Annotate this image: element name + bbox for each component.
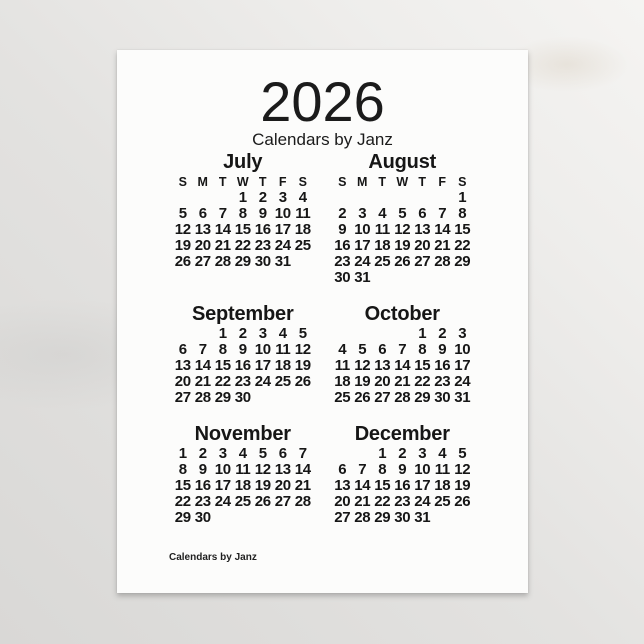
date-cell: 1	[378, 445, 387, 462]
date-cell: 11	[374, 221, 390, 238]
date-cell: 20	[374, 373, 391, 390]
weekday-label: M	[357, 175, 368, 189]
year-title: 2026	[260, 70, 385, 133]
week-row	[332, 510, 472, 526]
weekday-label: W	[396, 175, 409, 189]
date-cell: 2	[338, 205, 347, 222]
date-cell: 13	[274, 461, 291, 478]
date-cell: 5	[258, 445, 267, 462]
date-cell: 26	[174, 253, 191, 270]
date-cell: 21	[294, 477, 311, 494]
calendar-postcard	[117, 50, 528, 593]
date-cell: 19	[174, 237, 191, 254]
week-row	[332, 494, 472, 510]
date-cell: 19	[394, 237, 411, 254]
week-row	[332, 206, 472, 222]
date-cell: 7	[438, 205, 447, 222]
date-cell: 21	[194, 373, 211, 390]
date-cell: 12	[454, 461, 471, 478]
date-cell: 7	[218, 205, 227, 222]
date-cell: 11	[295, 205, 311, 222]
month-block	[332, 422, 472, 526]
date-cell: 13	[174, 357, 191, 374]
date-cell: 11	[275, 341, 291, 358]
date-grid	[332, 446, 472, 526]
week-row	[173, 254, 313, 270]
date-cell: 7	[398, 341, 407, 358]
weekday-label: T	[218, 175, 227, 189]
date-cell: 10	[454, 341, 471, 358]
date-cell: 4	[438, 445, 447, 462]
date-cell: 2	[238, 325, 247, 342]
date-cell: 12	[354, 357, 371, 374]
week-row	[332, 446, 472, 462]
month-title: October	[364, 303, 440, 325]
date-cell: 23	[394, 493, 411, 510]
empty-cell	[253, 510, 273, 526]
date-cell: 18	[334, 373, 351, 390]
week-row	[173, 326, 313, 342]
date-grid	[332, 326, 472, 406]
date-cell: 29	[234, 253, 251, 270]
date-cell: 17	[214, 477, 231, 494]
date-cell: 1	[178, 445, 187, 462]
date-cell: 27	[414, 253, 431, 270]
date-cell: 31	[454, 389, 471, 406]
brand-subtitle: Calendars by Janz	[252, 130, 393, 149]
date-cell: 9	[238, 341, 247, 358]
date-cell: 18	[294, 221, 311, 238]
date-cell: 24	[414, 493, 431, 510]
date-cell: 27	[334, 509, 351, 526]
date-cell: 30	[434, 389, 451, 406]
date-cell: 23	[254, 237, 271, 254]
date-cell: 30	[394, 509, 411, 526]
date-cell: 31	[414, 509, 431, 526]
date-cell: 24	[274, 237, 291, 254]
date-cell: 1	[418, 325, 427, 342]
date-cell: 24	[254, 373, 271, 390]
date-cell: 3	[358, 205, 367, 222]
empty-cell	[293, 254, 313, 270]
month-title: November	[194, 423, 291, 445]
week-row	[173, 206, 313, 222]
date-cell: 22	[414, 373, 431, 390]
date-cell: 25	[294, 237, 311, 254]
month-block	[332, 302, 472, 406]
date-grid	[173, 326, 313, 406]
empty-cell	[332, 190, 352, 206]
date-cell: 12	[174, 221, 191, 238]
empty-cell	[412, 190, 432, 206]
week-row	[332, 222, 472, 238]
date-cell: 15	[374, 477, 391, 494]
date-cell: 4	[378, 205, 387, 222]
date-cell: 14	[434, 221, 451, 238]
date-cell: 15	[234, 221, 251, 238]
date-cell: 6	[338, 461, 347, 478]
date-cell: 11	[434, 461, 450, 478]
date-cell: 16	[434, 357, 451, 374]
date-cell: 15	[454, 221, 471, 238]
date-cell: 27	[194, 253, 211, 270]
empty-cell	[352, 190, 372, 206]
weekday-label: T	[418, 175, 427, 189]
empty-cell	[452, 510, 472, 526]
empty-cell	[293, 510, 313, 526]
date-cell: 22	[454, 237, 471, 254]
date-cell: 25	[334, 389, 351, 406]
empty-cell	[213, 190, 233, 206]
date-cell: 26	[394, 253, 411, 270]
date-cell: 30	[194, 509, 211, 526]
date-cell: 2	[258, 189, 267, 206]
date-cell: 15	[414, 357, 431, 374]
date-cell: 21	[354, 493, 371, 510]
date-cell: 11	[235, 461, 251, 478]
week-row	[332, 478, 472, 494]
date-cell: 30	[254, 253, 271, 270]
date-cell: 9	[338, 221, 347, 238]
date-cell: 7	[358, 461, 367, 478]
date-cell: 13	[334, 477, 351, 494]
weekday-label: S	[338, 175, 347, 189]
date-cell: 28	[294, 493, 311, 510]
date-cell: 14	[294, 461, 311, 478]
date-cell: 18	[234, 477, 251, 494]
month-title: July	[223, 151, 263, 173]
date-cell: 3	[278, 189, 287, 206]
month-block	[173, 422, 313, 526]
date-cell: 14	[214, 221, 231, 238]
date-cell: 18	[274, 357, 291, 374]
date-cell: 5	[298, 325, 307, 342]
weekday-label: S	[458, 175, 467, 189]
week-row	[173, 446, 313, 462]
date-cell: 23	[234, 373, 251, 390]
date-cell: 14	[394, 357, 411, 374]
date-cell: 27	[374, 389, 391, 406]
date-cell: 15	[214, 357, 231, 374]
empty-cell	[432, 510, 452, 526]
date-cell: 28	[194, 389, 211, 406]
date-cell: 17	[414, 477, 431, 494]
weekday-label: F	[438, 175, 447, 189]
date-cell: 14	[194, 357, 211, 374]
date-cell: 16	[334, 237, 351, 254]
empty-cell	[372, 190, 392, 206]
week-row	[173, 358, 313, 374]
date-cell: 28	[354, 509, 371, 526]
date-cell: 18	[434, 477, 451, 494]
week-row	[173, 190, 313, 206]
week-row	[173, 222, 313, 238]
week-row	[173, 478, 313, 494]
week-row	[332, 238, 472, 254]
date-cell: 17	[254, 357, 271, 374]
date-cell: 22	[174, 493, 191, 510]
date-grid	[332, 190, 472, 286]
empty-cell	[273, 390, 293, 406]
week-row	[173, 462, 313, 478]
weekday-header	[332, 174, 472, 190]
date-cell: 12	[394, 221, 411, 238]
date-cell: 23	[434, 373, 451, 390]
weekday-header	[173, 174, 313, 190]
weekday-label: T	[258, 175, 267, 189]
date-cell: 5	[358, 341, 367, 358]
footer-credit: Calendars by Janz	[169, 552, 257, 563]
empty-cell	[452, 270, 472, 286]
date-cell: 29	[214, 389, 231, 406]
date-cell: 21	[434, 237, 451, 254]
date-cell: 9	[398, 461, 407, 478]
date-cell: 28	[434, 253, 451, 270]
date-cell: 16	[254, 221, 271, 238]
month-block	[173, 302, 313, 406]
date-cell: 10	[274, 205, 291, 222]
date-cell: 22	[374, 493, 391, 510]
date-cell: 1	[458, 189, 467, 206]
date-cell: 29	[454, 253, 471, 270]
date-cell: 31	[354, 269, 371, 286]
empty-cell	[173, 326, 193, 342]
empty-cell	[213, 510, 233, 526]
empty-cell	[392, 326, 412, 342]
date-cell: 25	[434, 493, 451, 510]
date-grid	[173, 446, 313, 526]
date-cell: 8	[178, 461, 187, 478]
month-title: September	[191, 303, 294, 325]
date-cell: 2	[438, 325, 447, 342]
date-cell: 21	[214, 237, 231, 254]
date-cell: 26	[454, 493, 471, 510]
date-cell: 10	[354, 221, 371, 238]
empty-cell	[432, 190, 452, 206]
date-cell: 29	[174, 509, 191, 526]
date-cell: 8	[218, 341, 227, 358]
date-cell: 16	[394, 477, 411, 494]
date-cell: 27	[274, 493, 291, 510]
empty-cell	[352, 446, 372, 462]
empty-cell	[372, 326, 392, 342]
week-row	[173, 374, 313, 390]
date-cell: 8	[378, 461, 387, 478]
date-cell: 12	[294, 341, 311, 358]
date-cell: 30	[234, 389, 251, 406]
week-row	[173, 494, 313, 510]
week-row	[173, 390, 313, 406]
empty-cell	[273, 510, 293, 526]
date-cell: 4	[278, 325, 287, 342]
date-cell: 24	[354, 253, 371, 270]
empty-cell	[392, 270, 412, 286]
empty-cell	[173, 190, 193, 206]
date-cell: 8	[238, 205, 247, 222]
date-cell: 4	[298, 189, 307, 206]
date-cell: 14	[354, 477, 371, 494]
date-cell: 13	[374, 357, 391, 374]
date-cell: 10	[414, 461, 431, 478]
week-row	[173, 510, 313, 526]
weekday-label: F	[278, 175, 287, 189]
week-row	[332, 270, 472, 286]
month-title: August	[368, 151, 437, 173]
empty-cell	[332, 326, 352, 342]
date-cell: 19	[294, 357, 311, 374]
date-cell: 12	[254, 461, 271, 478]
date-cell: 16	[234, 357, 251, 374]
week-row	[332, 342, 472, 358]
date-grid	[173, 190, 313, 270]
date-cell: 29	[374, 509, 391, 526]
week-row	[332, 390, 472, 406]
date-cell: 6	[378, 341, 387, 358]
date-cell: 27	[174, 389, 191, 406]
empty-cell	[193, 190, 213, 206]
months-grid	[117, 150, 528, 526]
date-cell: 8	[418, 341, 427, 358]
date-cell: 23	[194, 493, 211, 510]
date-cell: 20	[174, 373, 191, 390]
date-cell: 6	[278, 445, 287, 462]
date-cell: 20	[194, 237, 211, 254]
empty-cell	[352, 326, 372, 342]
date-cell: 6	[418, 205, 427, 222]
empty-cell	[293, 390, 313, 406]
date-cell: 26	[294, 373, 311, 390]
week-row	[173, 342, 313, 358]
date-cell: 25	[374, 253, 391, 270]
date-cell: 10	[254, 341, 271, 358]
date-cell: 22	[234, 237, 251, 254]
date-cell: 25	[234, 493, 251, 510]
date-cell: 2	[198, 445, 207, 462]
week-row	[332, 326, 472, 342]
date-cell: 30	[334, 269, 351, 286]
date-cell: 5	[458, 445, 467, 462]
empty-cell	[412, 270, 432, 286]
date-cell: 1	[238, 189, 247, 206]
date-cell: 17	[454, 357, 471, 374]
date-cell: 31	[274, 253, 291, 270]
month-title: December	[354, 423, 450, 445]
date-cell: 25	[274, 373, 291, 390]
date-cell: 13	[414, 221, 431, 238]
empty-cell	[432, 270, 452, 286]
date-cell: 9	[258, 205, 267, 222]
date-cell: 8	[458, 205, 467, 222]
date-cell: 2	[398, 445, 407, 462]
date-cell: 3	[258, 325, 267, 342]
date-cell: 9	[198, 461, 207, 478]
date-cell: 5	[178, 205, 187, 222]
date-cell: 4	[238, 445, 247, 462]
weekday-label: T	[378, 175, 387, 189]
month-block	[173, 150, 313, 286]
date-cell: 5	[398, 205, 407, 222]
empty-cell	[332, 446, 352, 462]
empty-cell	[233, 510, 253, 526]
week-row	[332, 190, 472, 206]
date-cell: 6	[178, 341, 187, 358]
date-cell: 1	[218, 325, 227, 342]
date-cell: 20	[334, 493, 351, 510]
date-cell: 26	[354, 389, 371, 406]
date-cell: 16	[194, 477, 211, 494]
month-block	[332, 150, 472, 286]
date-cell: 11	[334, 357, 350, 374]
week-row	[332, 374, 472, 390]
date-cell: 24	[454, 373, 471, 390]
date-cell: 17	[354, 237, 371, 254]
date-cell: 28	[394, 389, 411, 406]
date-cell: 10	[214, 461, 231, 478]
weekday-label: W	[236, 175, 249, 189]
empty-cell	[193, 326, 213, 342]
date-cell: 4	[338, 341, 347, 358]
date-cell: 20	[274, 477, 291, 494]
week-row	[332, 254, 472, 270]
date-cell: 6	[198, 205, 207, 222]
week-row	[332, 358, 472, 374]
empty-cell	[253, 390, 273, 406]
date-cell: 3	[458, 325, 467, 342]
date-cell: 13	[194, 221, 211, 238]
week-row	[173, 238, 313, 254]
weekday-label: S	[298, 175, 307, 189]
date-cell: 22	[214, 373, 231, 390]
date-cell: 19	[454, 477, 471, 494]
date-cell: 17	[274, 221, 291, 238]
date-cell: 15	[174, 477, 191, 494]
date-cell: 28	[214, 253, 231, 270]
date-cell: 29	[414, 389, 431, 406]
date-cell: 18	[374, 237, 391, 254]
date-cell: 3	[418, 445, 427, 462]
date-cell: 3	[218, 445, 227, 462]
date-cell: 21	[394, 373, 411, 390]
week-row	[332, 462, 472, 478]
date-cell: 7	[198, 341, 207, 358]
date-cell: 26	[254, 493, 271, 510]
date-cell: 24	[214, 493, 231, 510]
weekday-label: S	[178, 175, 187, 189]
date-cell: 19	[354, 373, 371, 390]
date-cell: 9	[438, 341, 447, 358]
empty-cell	[372, 270, 392, 286]
date-cell: 7	[298, 445, 307, 462]
date-cell: 23	[334, 253, 351, 270]
weekday-label: M	[197, 175, 208, 189]
date-cell: 20	[414, 237, 431, 254]
date-cell: 19	[254, 477, 271, 494]
empty-cell	[392, 190, 412, 206]
